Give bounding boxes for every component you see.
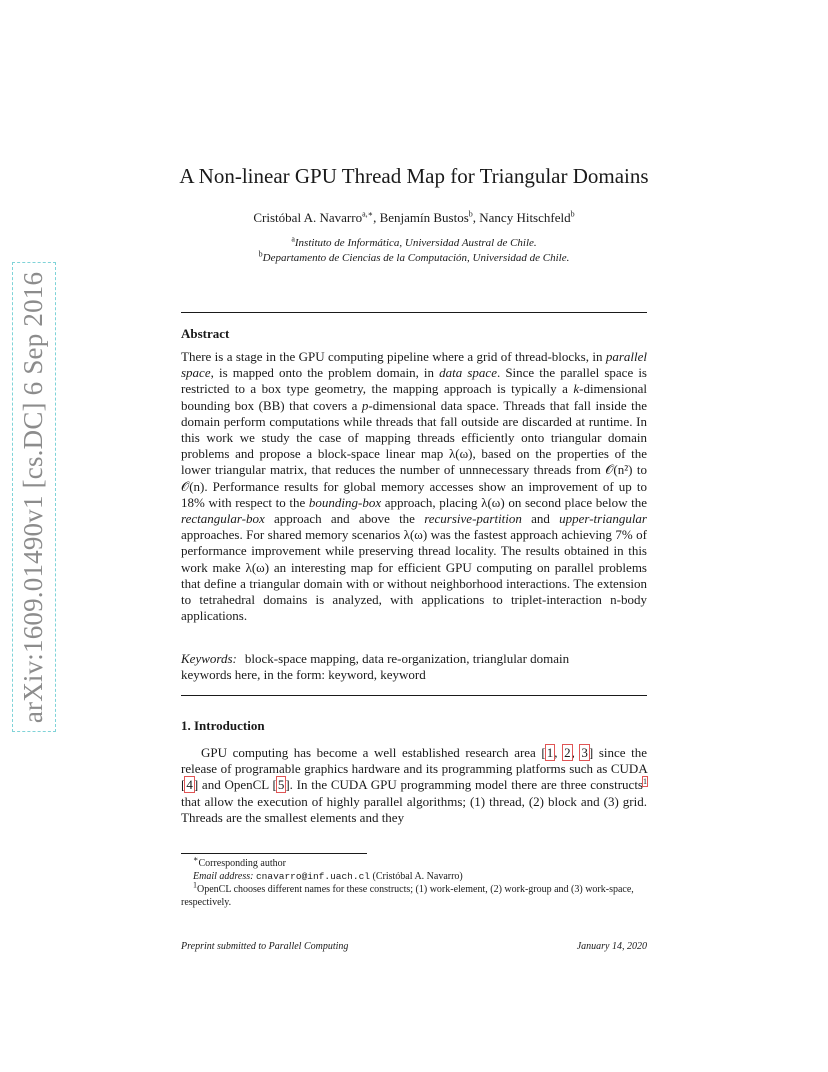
citation-link[interactable]: 2 <box>564 745 571 760</box>
affiliation-text: Instituto de Informática, Universidad Austral de Chile. <box>294 237 537 249</box>
keywords-line-1: block-space mapping, data re-organization, trianglular domain <box>244 651 570 666</box>
footnote-1: $^1$OpenCL chooses different names for these constructs; (1) work-element, (2) work-group and (3) work-space, respectively. <box>181 880 634 908</box>
author-name: Cristóbal A. Navarro <box>253 210 363 225</box>
keywords <box>181 651 647 683</box>
email-link[interactable]: cnavarro@inf.uach.cl <box>255 871 370 882</box>
author-mark: a,∗ <box>362 209 374 219</box>
divider-top <box>181 312 647 313</box>
introduction-text: GPU computing has become a well established research area [1, 2, 3] since the release of programable graphics hardware and its programming platforms such as CUDA [4] and OpenCL [5]. In the CUDA GPU programming model there are three constructs$^1$ that allow the execution of highly parallel algorithms; (1) thread, (2) block and (3) grid. Threads are the smallest elements and they <box>181 745 648 825</box>
citation-link[interactable]: 4 <box>186 777 193 793</box>
footnote-corresponding: ∗Corresponding author <box>193 854 286 869</box>
affiliation-b <box>0 249 828 264</box>
footnote-email: Email address: cnavarro@inf.uach.cl (Cristóbal A. Navarro) <box>193 871 463 882</box>
footnote-divider <box>181 853 367 854</box>
author-name: Nancy Hitschfeld <box>479 210 571 225</box>
paper-title: A Non-linear GPU Thread Map for Triangular Domains <box>179 164 649 188</box>
arxiv-identifier: arXiv:1609.01490v1 [cs.DC] 6 Sep 2016 <box>18 271 49 723</box>
keywords-label: Keywords: <box>181 651 237 666</box>
citation-link[interactable]: 1 <box>546 745 554 760</box>
footer-preprint-note: Preprint submitted to Parallel Computing <box>181 941 349 952</box>
author-name: Benjamín Bustos <box>379 210 469 225</box>
arxiv-stamp[interactable] <box>12 262 56 732</box>
section-heading-introduction: 1. Introduction <box>181 718 265 733</box>
affiliation-text: Departamento de Ciencias de la Computación, Universidad de Chile. <box>262 252 570 264</box>
abstract-heading: Abstract <box>181 326 230 341</box>
affiliation-a <box>0 234 828 249</box>
keywords-line-2: keywords here, in the form: keyword, keyword <box>181 667 426 683</box>
citation-link[interactable]: 3 <box>581 745 588 760</box>
citation-link[interactable]: 5 <box>277 777 285 793</box>
affiliation-mark: a <box>291 234 295 244</box>
divider-bottom <box>181 695 647 696</box>
footer-date: January 14, 2020 <box>576 941 647 952</box>
footnote-link[interactable]: 1 <box>643 777 647 787</box>
author-list: Cristóbal A. Navarro$^{a,∗}$, Benjamín Bustos$^b$, Nancy Hitschfeld$^b$ <box>253 209 575 225</box>
affiliation-mark: b <box>258 249 263 259</box>
author-mark: b <box>570 209 575 219</box>
author-mark: b <box>468 209 473 219</box>
footnotes <box>181 854 647 909</box>
abstract-text: There is a stage in the GPU computing pipeline where a grid of thread-blocks, in parallel space, is mapped onto the problem domain, in data space. Since the parallel space is restricted to a box type geometry, the mapping approach is typically a k-dimensional bounding box (BB) that covers a p-dimensional data space. Threads that fall inside the domain perform computations while threads that fall outside are discarded at runtime. In this work we study the case of mapping threads efficiently onto triangular domain problems and propose a block-space linear map λ(ω), based on the properties of the lower triangular matrix, that reduces the number of unnnecessary threads from 𝒪(n²) to 𝒪(n). Performance results for global memory accesses show an improvement of up to 18% with respect to the bounding-box approach, placing λ(ω) on second place below the rectangular-box approach and above the recursive-partition and upper-triangular approaches. For shared memory scenarios λ(ω) was the fastest approach achieving 7% of performance improvement while preserving thread locality. The results obtained in this work make λ(ω) an interesting map for efficient GPU computing on parallel problems that define a triangular domain with or without neighborhood interactions. The extension to tetrahedral domains is analyzed, with applications to triplet-interaction n-body applications. <box>181 349 648 624</box>
